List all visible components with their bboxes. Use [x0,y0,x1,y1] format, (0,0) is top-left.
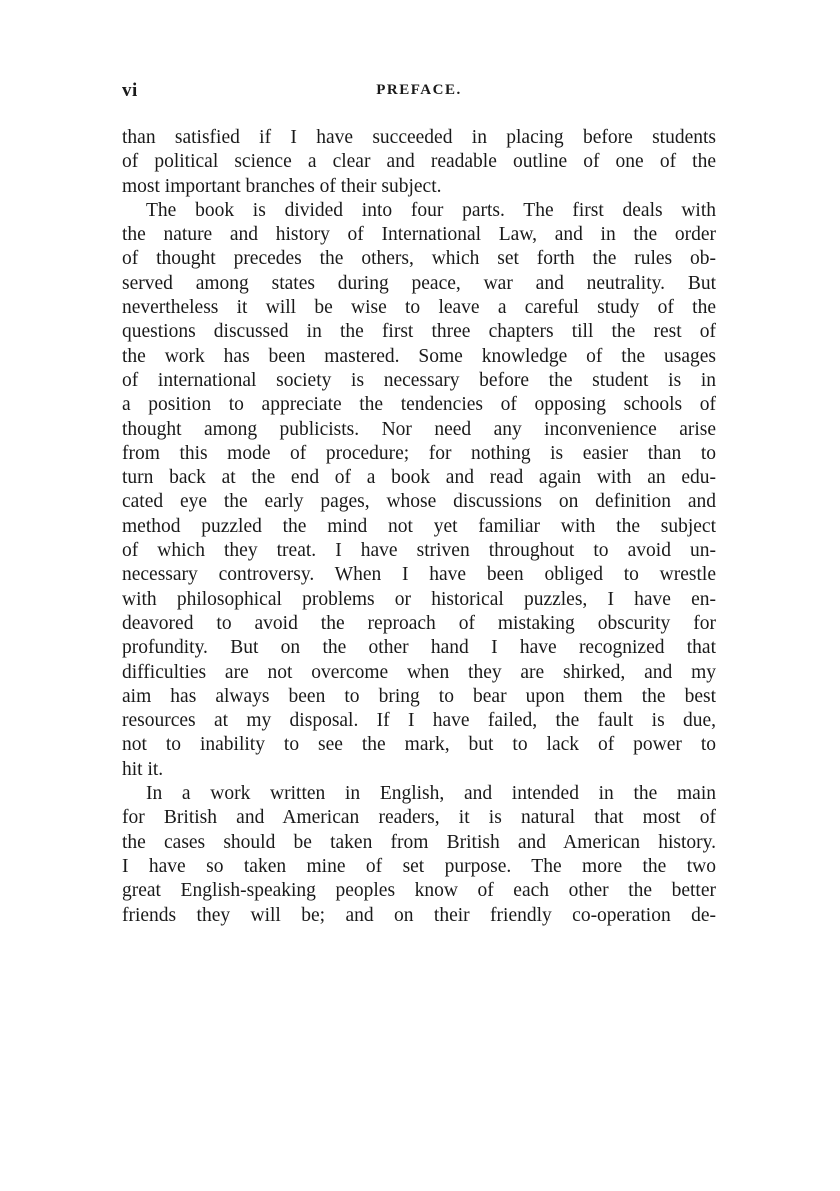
text-line: method puzzled the mind not yet familiar with the subject [122,515,716,537]
text-line: most important branches of their subject. [122,175,442,197]
text-line: The book is divided into four parts. The first deals with [146,199,716,221]
text-line: hit it. [122,758,164,780]
text-line: cated eye the early pages, whose discussions on definition and [122,491,716,513]
body-text [122,126,716,928]
page-header [122,80,716,104]
text-line: In a work written in English, and intended in the main [146,783,716,805]
text-line: questions discussed in the first three chapters till the rest of [122,321,716,343]
text-line: served among states during peace, war and neutrality. But [122,272,716,294]
text-line: of international society is necessary before the student is in [122,369,716,391]
running-title: PREFACE. [376,82,462,98]
text-line: profundity. But on the other hand I have recognized that [122,637,716,659]
text-line: from this mode of procedure; for nothing is easier than to [122,442,716,464]
text-line: great English-speaking peoples know of each other the better [122,880,716,902]
text-line: than satisfied if I have succeeded in placing before students [122,127,716,148]
text-line: the nature and history of International Law, and in the order [122,224,716,246]
text-line: of political science a clear and readable outline of one of the [122,151,716,173]
text-line: with philosophical problems or historical puzzles, I have en- [122,588,716,610]
text-line: aim has always been to bring to bear upon them the best [122,685,716,707]
text-line: not to inability to see the mark, but to lack of power to [122,734,716,756]
text-line: difficulties are not overcome when they are shirked, and my [122,661,716,683]
text-line: nevertheless it will be wise to leave a careful study of the [122,297,716,319]
text-line: of which they treat. I have striven throughout to avoid un- [122,540,716,562]
text-line: the work has been mastered. Some knowledge of the usages [122,345,716,367]
text-line: of thought precedes the others, which set forth the rules ob- [122,248,716,270]
text-line: deavored to avoid the reproach of mistaking obscurity for [122,612,716,634]
page-number: vi [122,80,138,101]
text-line: friends they will be; and on their friendly co-operation de- [122,904,716,926]
text-line: I have so taken mine of set purpose. The more the two [122,855,716,877]
text-line: necessary controversy. When I have been obliged to wrestle [122,564,716,586]
text-line: for British and American readers, it is natural that most of [122,807,716,829]
text-line: a position to appreciate the tendencies of opposing schools of [122,394,716,416]
text-line: the cases should be taken from British and American history. [122,831,716,853]
text-line: turn back at the end of a book and read again with an edu- [122,467,716,489]
text-line: thought among publicists. Nor need any inconvenience arise [122,418,716,440]
text-line: resources at my disposal. If I have failed, the fault is due, [122,710,716,732]
